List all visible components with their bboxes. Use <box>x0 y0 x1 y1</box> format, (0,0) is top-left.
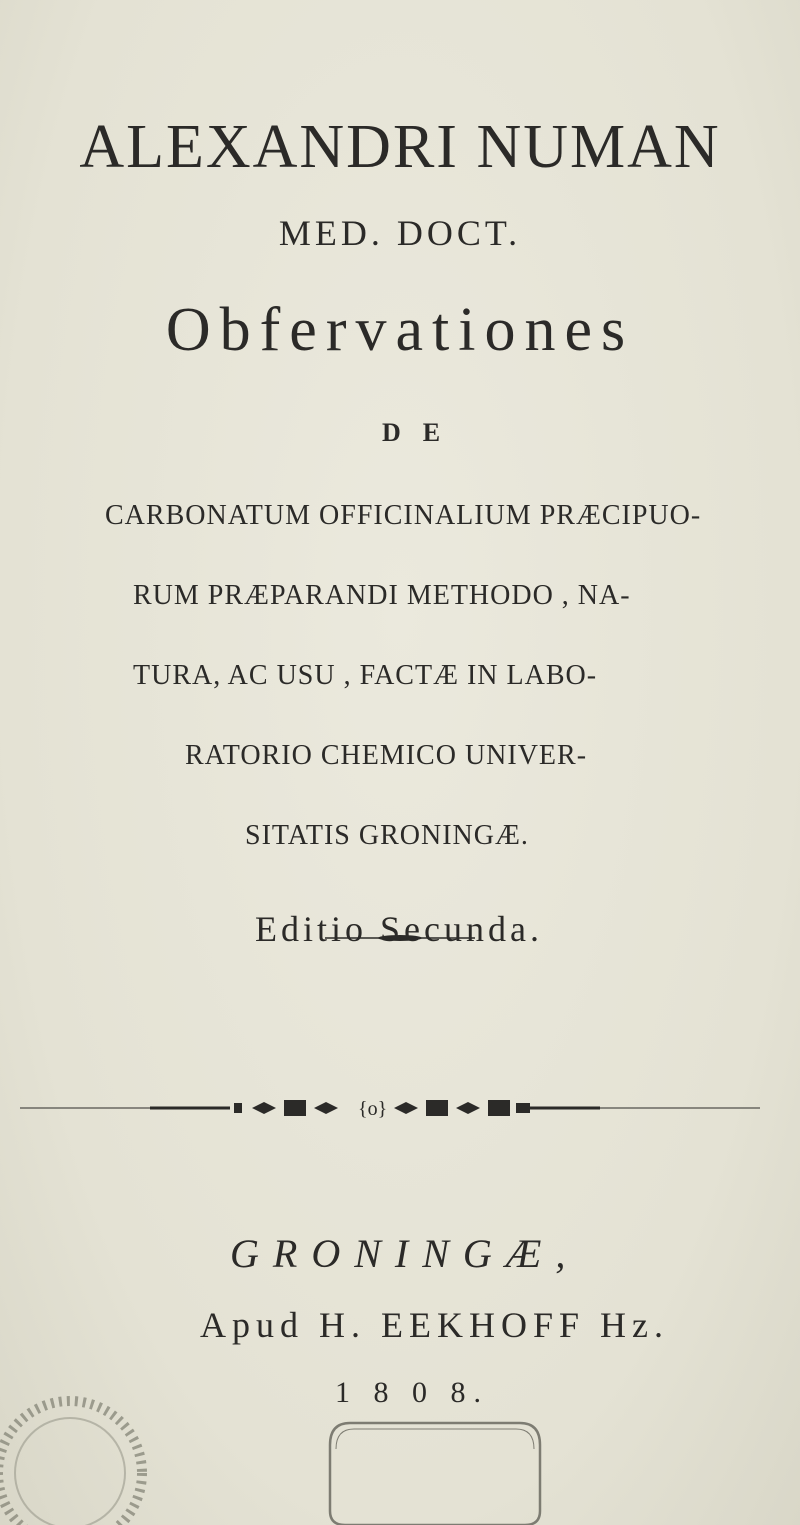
title-preposition: DE <box>381 418 463 447</box>
author-degree: MED. DOCT. <box>278 213 522 253</box>
subtitle-line: CARBONATUM OFFICINALIUM PRÆCIPUO- <box>105 500 702 531</box>
author-name: ALEXANDRI NUMAN <box>79 113 721 181</box>
library-stamp-left <box>0 1378 175 1525</box>
book-title: Obfervationes <box>165 296 635 364</box>
subtitle-line: SITATIS GRONINGÆ. <box>245 820 529 851</box>
library-stamp-right <box>300 1415 570 1525</box>
svg-text:{o}: {o} <box>358 1098 388 1120</box>
imprint-year: 1 8 0 8. <box>335 1376 489 1409</box>
subtitle-line: RATORIO CHEMICO UNIVER- <box>185 740 588 771</box>
printers-ornament <box>20 1094 760 1122</box>
imprint-city: GRONINGÆ, <box>230 1231 580 1276</box>
edition-label: Editio Secunda. <box>255 909 543 949</box>
imprint-publisher: Apud H. EEKHOFF Hz. <box>200 1305 669 1345</box>
subtitle-line: RUM PRÆPARANDI METHODO , NA- <box>133 580 631 611</box>
subtitle-line: TURA, AC USU , FACTÆ IN LABO- <box>133 660 598 691</box>
